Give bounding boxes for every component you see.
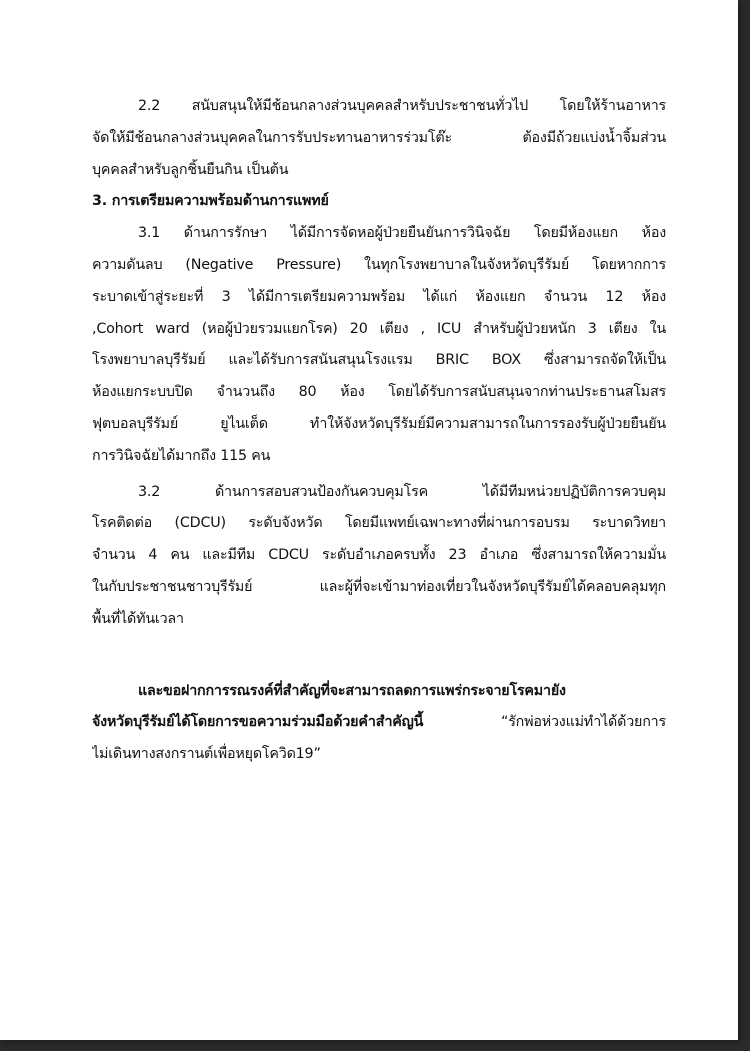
section-heading: 3. การเตรียมความพร้อมด้านการแพทย์ [92, 193, 329, 210]
document-body [92, 91, 666, 771]
paragraph-line: จัดให้มีช้อนกลางส่วนบุคคลในการรับประทานอาหารร่วมโต๊ะ ต้องมีถ้วยแบ่งน้ำจิ้มส่วน [92, 129, 666, 146]
campaign-slogan-end: ไม่เดินทางสงกรานต์เพื่อหยุดโควิด19” [92, 746, 321, 763]
paragraph-line: พื้นที่ได้ทันเวลา [92, 610, 184, 627]
paragraph-line: ฟุตบอลบุรีรัมย์ ยูไนเต็ด ทำให้จังหวัดบุรีรัมย์มีความสามารถในการรองรับผู้ป่วยยืนยัน [92, 415, 666, 432]
closing-bold-text: จังหวัดบุรีรัมย์ได้โดยการขอความร่วมมือด้วยคำสำคัญนี้ [92, 714, 424, 731]
paragraph-line: โรงพยาบาลบุรีรัมย์ และได้รับการสนันสนุนโรงแรม BRIC BOX ซึ่งสามารถจัดให้เป็น [92, 352, 666, 369]
closing-paragraph [92, 676, 666, 771]
closing-line [92, 707, 666, 739]
paragraph-line: ,Cohort ward (หอผู้ป่วยรวมแยกโรค) 20 เตียง , ICU สำหรับผู้ป่วยหนัก 3 เตียง ใน [92, 320, 666, 337]
paragraph-line: จำนวน 4 คน และมีทีม CDCU ระดับอำเภอครบทั้ง 23 อำเภอ ซึ่งสามารถให้ความมั่น [92, 547, 666, 564]
paragraph-line: ห้องแยกระบบปิด จำนวนถึง 80 ห้อง โดยได้รับการสนับสนุนจากท่านประธานสโมสร [92, 384, 666, 401]
paragraph-3-2 [92, 477, 666, 636]
campaign-slogan: “รักพ่อห่วงแม่ทำได้ด้วยการ [423, 714, 666, 731]
paragraph-line: 2.2 สนับสนุนให้มีช้อนกลางส่วนบุคคลสำหรับประชาชนทั่วไป โดยให้ร้านอาหาร [138, 98, 666, 114]
paragraph-line: ระบาดเข้าสู่ระยะที่ 3 ได้มีการเตรียมความพร้อม ได้แก่ ห้องแยก จำนวน 12 ห้อง [92, 288, 666, 305]
paragraph-2-2 [92, 91, 666, 186]
paragraph-line: ในกับประชาชนชาวบุรีรัมย์ และผู้ที่จะเข้ามาท่องเที่ยวในจังหวัดบุรีรัมย์ได้คลอบคลุมทุก [92, 578, 666, 595]
paragraph-line: 3.1 ด้านการรักษา ได้มีการจัดหอผู้ป่วยยืนยันการวินิจฉัย โดยมีห้องแยก ห้อง [138, 225, 666, 242]
paragraph-3-1 [92, 218, 666, 472]
paragraph-line: 3.2 ด้านการสอบสวนป้องกันควบคุมโรค ได้มีทีมหน่วยปฏิบัติการควบคุม [138, 483, 666, 500]
paragraph-line: โรคติดต่อ (CDCU) ระดับจังหวัด โดยมีแพทย์เฉพาะทางที่ผ่านการอบรม ระบาดวิทยา [92, 515, 666, 532]
paragraph-line: ความดันลบ (Negative Pressure) ในทุกโรงพยาบาลในจังหวัดบุรีรัมย์ โดยหากการ [92, 256, 666, 273]
paragraph-line: บุคคลสำหรับลูกชิ้นยืนกิน เป็นต้น [92, 161, 289, 178]
closing-line: และขอฝากการรณรงค์ที่สำคัญที่จะสามารถลดการแพร่กระจายโรคมายัง [138, 682, 566, 699]
spacer [92, 636, 666, 676]
paragraph-line: การวินิจฉัยได้มากถึง 115 คน [92, 447, 271, 464]
